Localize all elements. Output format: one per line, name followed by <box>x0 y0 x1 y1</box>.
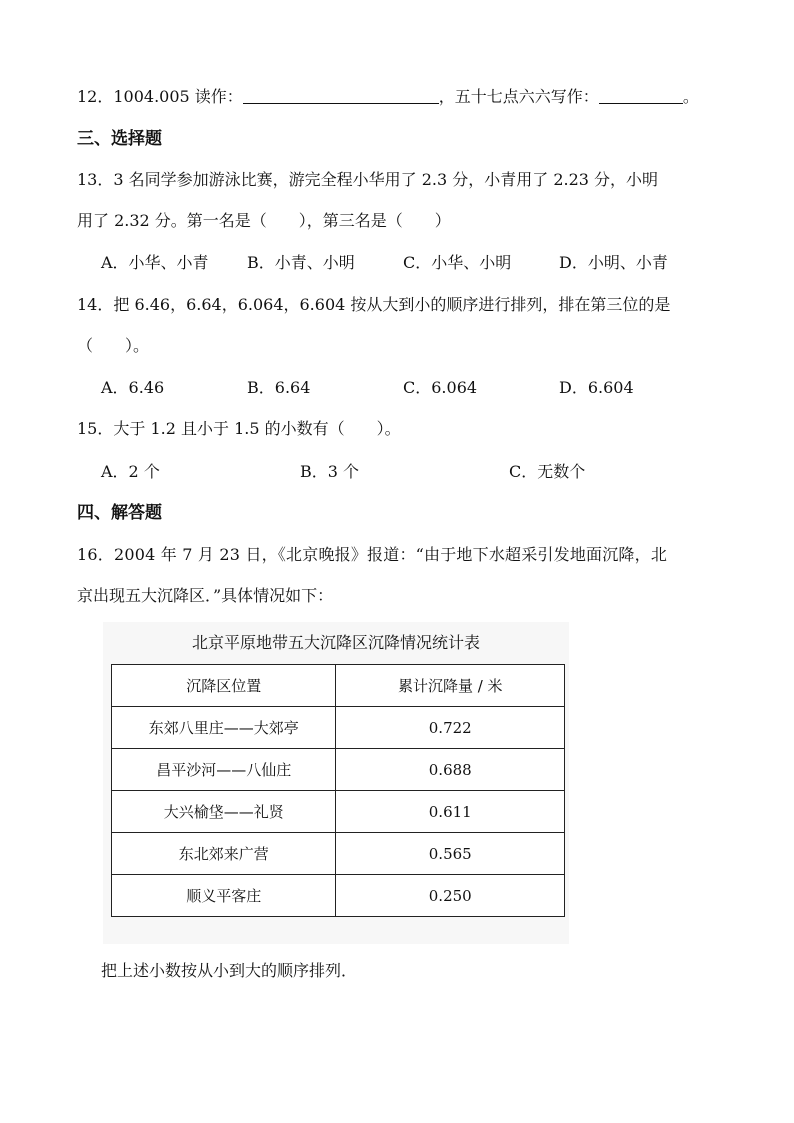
q14-line1: 14．把 6.46，6.64，6.064，6.604 按从大到小的顺序进行排列，排在第三位的是 <box>77 295 671 314</box>
table-cell-value: 0.250 <box>336 875 565 917</box>
q15-option-a[interactable]: A．2 个 <box>101 462 160 481</box>
table-cell-location: 东北郊来广营 <box>112 833 336 875</box>
q14-option-b[interactable]: B．6.64 <box>247 378 311 397</box>
statistics-table-figure <box>103 622 569 944</box>
q13-option-b[interactable]: B．小青、小明 <box>247 253 355 272</box>
q14-line2: （ ）。 <box>77 336 150 355</box>
q12-suffix: 。 <box>682 87 699 106</box>
table-row <box>112 833 565 875</box>
q16-line1: 16．2004 年 7 月 23 日，《北京晚报》报道：“由于地下水超采引发地面沉降，北 <box>77 545 668 564</box>
q16-line2: 京出现五大沉降区．”具体情况如下： <box>77 586 334 605</box>
q12-prefix: 12．1004.005 读作： <box>77 87 243 106</box>
q12-blank-writing[interactable] <box>599 87 683 104</box>
q15-option-b[interactable]: B．3 个 <box>300 462 360 481</box>
table-cell-value: 0.722 <box>336 707 565 749</box>
q14-option-c[interactable]: C．6.064 <box>403 378 478 397</box>
q15-line1: 15．大于 1.2 且小于 1.5 的小数有（ ）。 <box>77 419 401 438</box>
statistics-table <box>111 664 565 917</box>
q13-line1: 13．3 名同学参加游泳比赛，游完全程小华用了 2.3 分，小青用了 2.23 分，小明 <box>77 170 659 189</box>
table-cell-value: 0.565 <box>336 833 565 875</box>
table-cell-location: 昌平沙河——八仙庄 <box>112 749 336 791</box>
table-row <box>112 749 565 791</box>
q16-instruction: 把上述小数按从小到大的顺序排列． <box>101 961 358 980</box>
table-cell-location: 东郊八里庄——大郊亭 <box>112 707 336 749</box>
q13-option-c[interactable]: C．小华、小明 <box>403 253 512 272</box>
q12-middle: ，五十七点六六写作： <box>438 87 599 106</box>
question-12 <box>77 86 699 108</box>
table-row <box>112 791 565 833</box>
q14-option-d[interactable]: D．6.604 <box>559 378 634 397</box>
q13-option-a[interactable]: A．小华、小青 <box>101 253 209 272</box>
q12-blank-reading[interactable] <box>243 87 439 104</box>
table-cell-location: 顺义平客庄 <box>112 875 336 917</box>
table-row <box>112 875 565 917</box>
table-cell-value: 0.688 <box>336 749 565 791</box>
table-header-location: 沉降区位置 <box>112 665 336 707</box>
table-header-subsidence: 累计沉降量 / 米 <box>336 665 565 707</box>
table-cell-location: 大兴榆垡——礼贤 <box>112 791 336 833</box>
section-heading-answer: 四、解答题 <box>77 503 162 523</box>
q15-option-c[interactable]: C．无数个 <box>509 462 586 481</box>
section-heading-choice: 三、选择题 <box>77 129 162 149</box>
table-row <box>112 707 565 749</box>
table-header-row <box>112 665 565 707</box>
table-title: 北京平原地带五大沉降区沉降情况统计表 <box>191 633 480 652</box>
q14-option-a[interactable]: A．6.46 <box>101 378 165 397</box>
q13-line2: 用了 2.32 分。第一名是（ ），第三名是（ ） <box>77 211 451 230</box>
table-cell-value: 0.611 <box>336 791 565 833</box>
q13-option-d[interactable]: D．小明、小青 <box>559 253 668 272</box>
